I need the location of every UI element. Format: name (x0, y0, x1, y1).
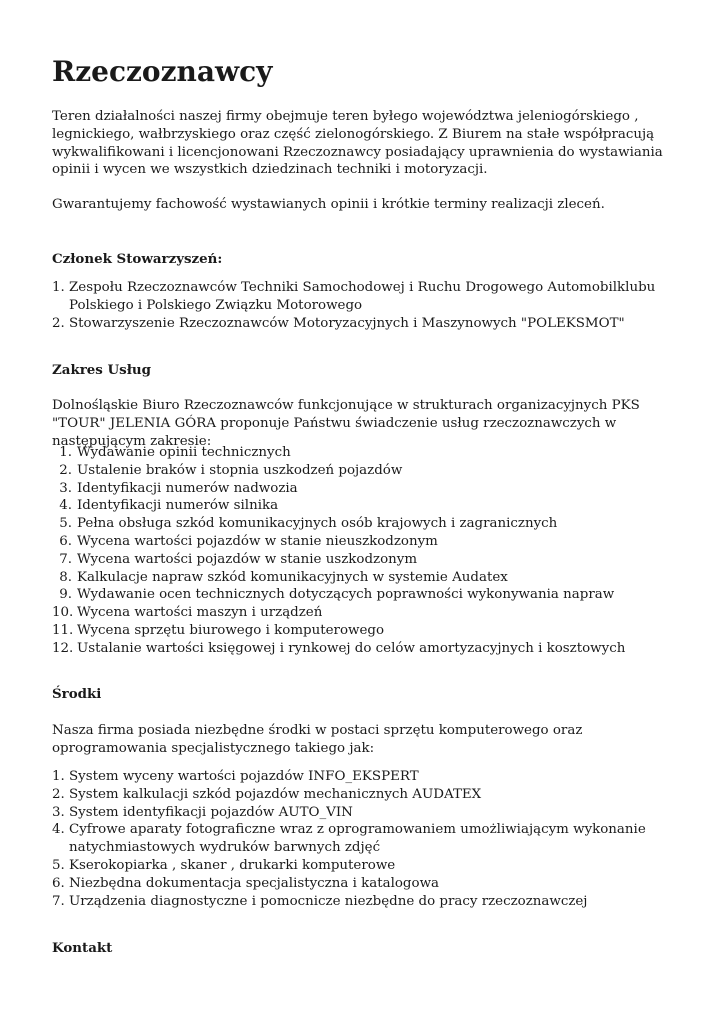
services-paragraph-wrap (52, 397, 672, 450)
resources-section (52, 686, 672, 704)
services-heading: Zakres Usług (52, 362, 151, 378)
membership-list-wrap (52, 279, 672, 332)
list-item: 1. System wyceny wartości pojazdów INFO_EKSPERT (52, 769, 419, 784)
list-item: 10. Wycena wartości maszyn i urządzeń (52, 605, 323, 621)
list-item: 2. Stowarzyszenie Rzeczoznawców Motoryzacyjnych i Maszynowych "POLEKSMOT" (52, 315, 625, 331)
services-list (52, 444, 672, 658)
list-item: 1. Wydawanie opinii technicznych (59, 445, 291, 460)
list-item: 2. Ustalenie braków i stopnia uszkodzeń pojazdów (59, 462, 403, 478)
contact-heading: Kontakt (52, 940, 113, 956)
list-item: 6. Niezbędna dokumentacja specjalistyczna i katalogowa (52, 875, 440, 891)
intro-section (52, 108, 672, 214)
services-paragraph: Dolnośląskie Biuro Rzeczoznawców funkcjonujące w strukturach organizacyjnych PKS "TOUR" JELENIA GÓRA proponuje Państwu świadczenie usług rzeczoznawczych w następującym zakresie: (52, 398, 640, 449)
list-item: 8. Kalkulacje napraw szkód komunikacyjnych w systemie Audatex (59, 569, 508, 585)
list-item: 9. Wydawanie ocen technicznych dotyczących poprawności wykonywania napraw (59, 587, 615, 603)
membership-list (52, 279, 672, 332)
contact-section (52, 940, 672, 958)
list-item: 3. System identyfikacji pojazdów AUTO_VIN (52, 804, 353, 820)
intro-paragraph: Teren działalności naszej firmy obejmuje teren byłego województwa jeleniogórskiego , legnickiego, wałbrzyskiego oraz część zielonogórskiego. Z Biurem na stałe współpracują wykwalifikowani i licencjonowani Rzeczoznawcy posiadający uprawnienia do wystawiania opinii i wycen we wszystkich dziedzinach techniki i motoryzacji. (52, 109, 663, 178)
guarantee-paragraph: Gwarantujemy fachowość wystawianych opinii i krótkie terminy realizacji zleceń. (52, 197, 605, 213)
resources-heading: Środki (52, 686, 102, 702)
list-item: 11. Wycena sprzętu biurowego i komputerowego (52, 622, 385, 638)
list-item: 2. System kalkulacji szkód pojazdów mechanicznych AUDATEX (52, 786, 482, 802)
list-item: 7. Wycena wartości pojazdów w stanie uszkodzonym (59, 551, 418, 567)
resources-list-wrap (52, 768, 672, 910)
membership-heading: Członek Stowarzyszeń: (52, 251, 223, 267)
list-item: 6. Wycena wartości pojazdów w stanie nieuszkodzonym (59, 533, 438, 549)
membership-section (52, 251, 672, 269)
list-item: 1. Zespołu Rzeczoznawców Techniki Samochodowej i Ruchu Drogowego Automobilklubu Polskiego i Polskiego Związku Motorowego (52, 280, 656, 313)
resources-paragraph-wrap (52, 722, 672, 758)
services-section (52, 362, 672, 380)
list-item: 4. Identyfikacji numerów silnika (59, 498, 279, 514)
list-item: 4. Cyfrowe aparaty fotograficzne wraz z oprogramowaniem umożliwiającym wykonanie natychmiastowych wydruków barwnych zdjęć (52, 822, 646, 856)
resources-paragraph: Nasza firma posiada niezbędne środki w postaci sprzętu komputerowego oraz oprogramowania specjalistycznego takiego jak: (52, 723, 583, 756)
services-list-wrap (52, 444, 672, 658)
list-item: 12. Ustalanie wartości księgowej i rynkowej do celów amortyzacyjnych i kosztowych (52, 640, 626, 656)
page-title: Rzeczoznawcy (52, 55, 273, 88)
list-item: 5. Pełna obsługa szkód komunikacyjnych osób krajowych i zagranicznych (59, 516, 558, 532)
resources-list (52, 768, 672, 910)
list-item: 5. Kserokopiarka , skaner , drukarki komputerowe (52, 857, 396, 873)
list-item: 3. Identyfikacji numerów nadwozia (59, 480, 298, 496)
list-item: 7. Urządzenia diagnostyczne i pomocnicze niezbędne do pracy rzeczoznawczej (52, 893, 588, 909)
